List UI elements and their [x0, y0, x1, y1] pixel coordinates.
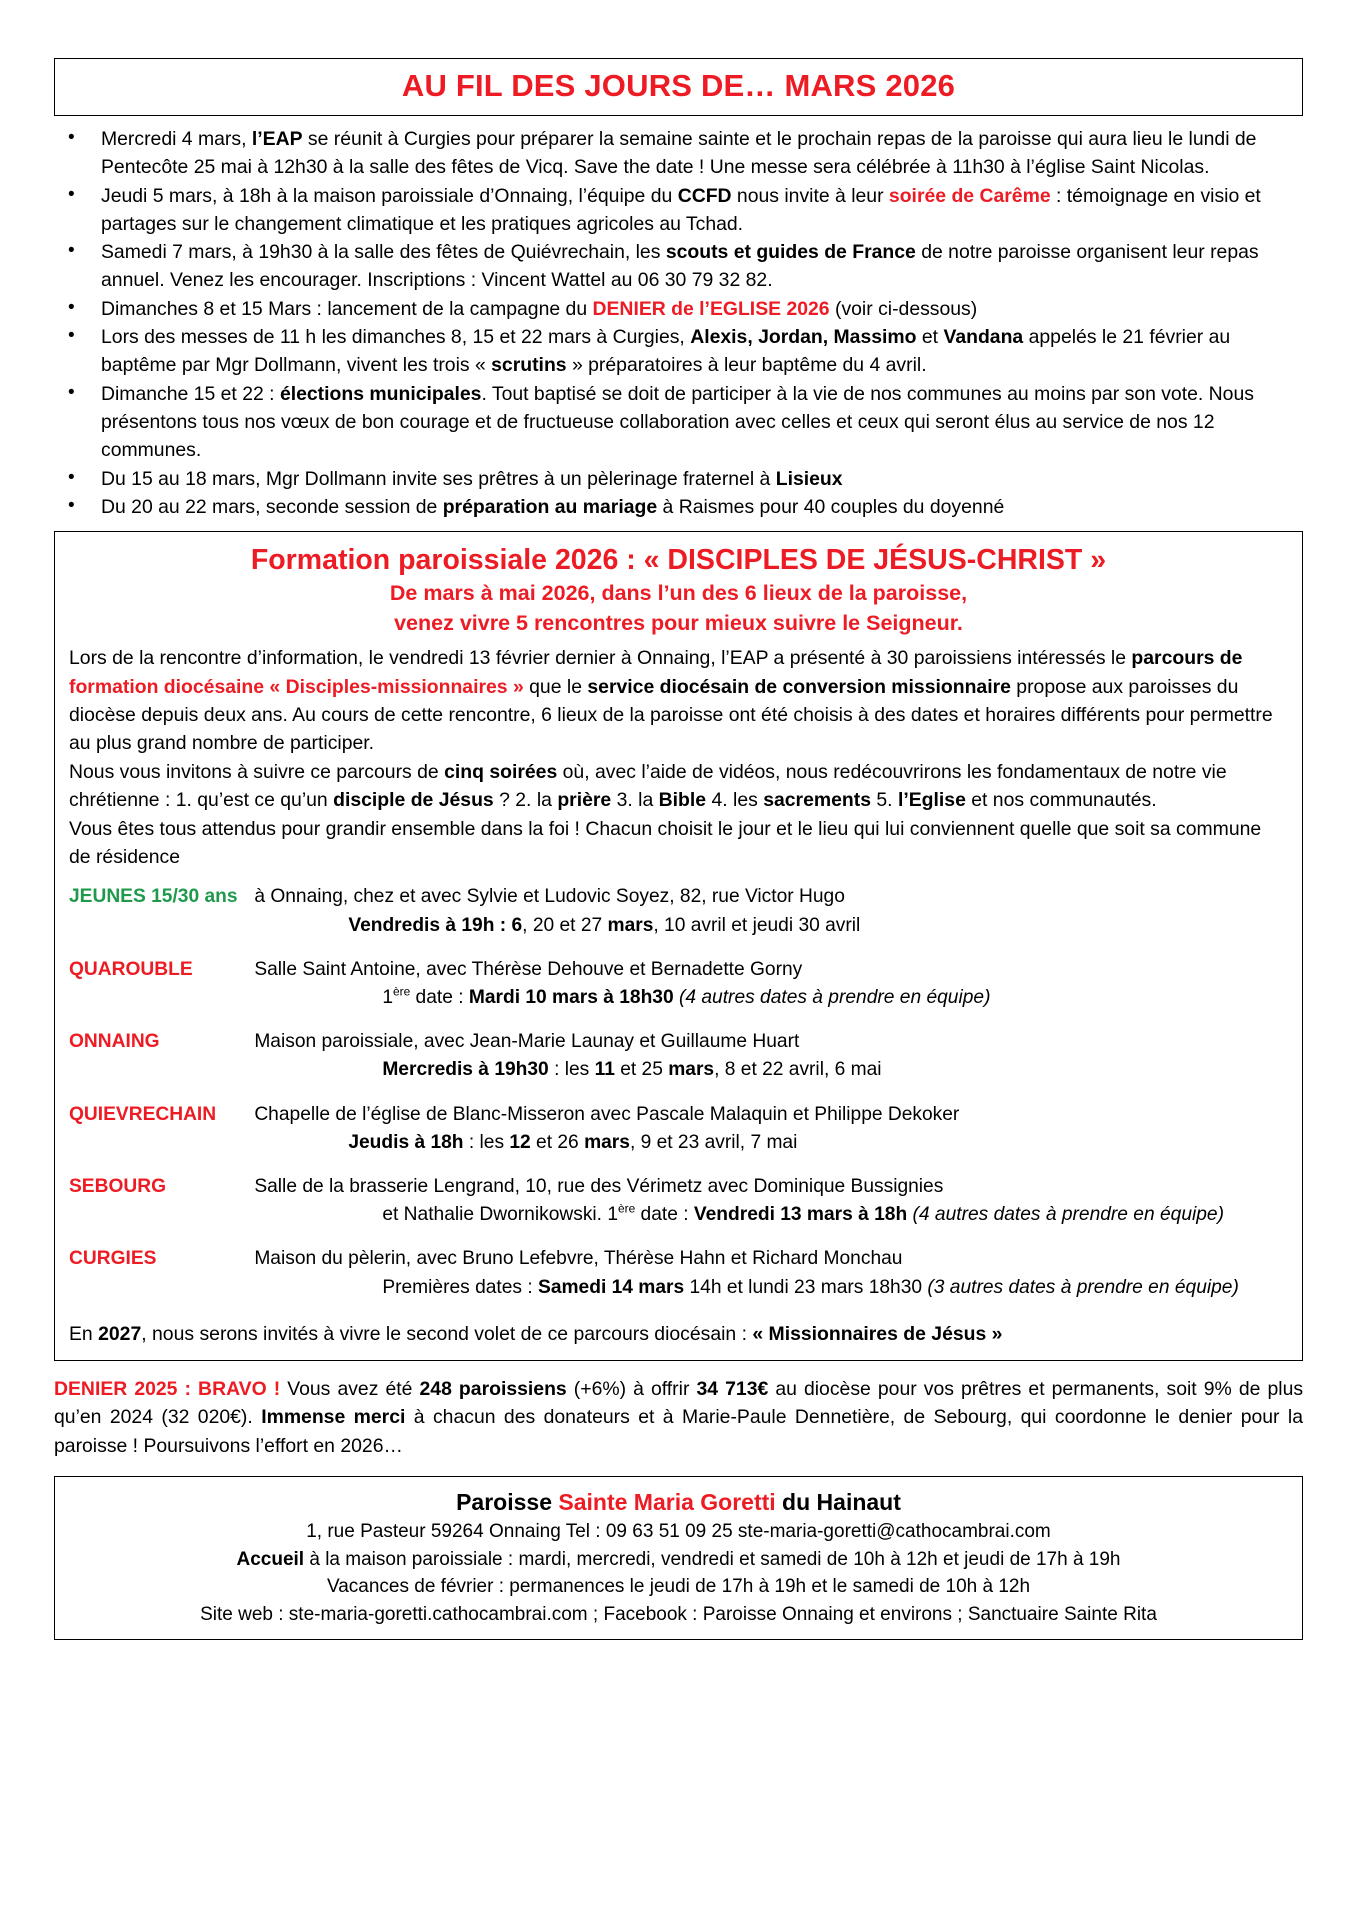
- location-row: [69, 1245, 1288, 1317]
- denier-2025-paragraph: DENIER 2025 : BRAVO ! Vous avez été 248 paroissiens (+6%) à offrir 34 713€ au diocèse pour vos prêtres et permanents, soit 9% de plus qu’en 2024 (32 020€). Immense merci à chacun des donateurs et à Marie-Paule Dennetière, de Sebourg, qui coordonne le denier pour la paroisse ! Poursuivons l’effort en 2026…: [54, 1377, 1304, 1457]
- bullet-lisieux: • Du 15 au 18 mars, Mgr Dollmann invite ses prêtres à un pèlerinage fraternel à Lisieux: [54, 465, 1303, 493]
- location-row: [69, 956, 1288, 1028]
- loc-quarouble-line-1: Salle Saint Antoine, avec Thérèse Dehouve et Bernadette Gorny: [254, 958, 803, 980]
- parish-web-line: Site web : ste-maria-goretti.cathocambrai.com ; Facebook : Paroisse Onnaing et environs ; Sanctuaire Sainte Rita: [200, 1603, 1157, 1625]
- location-row: [69, 1028, 1288, 1100]
- loc-jeunes-details: [254, 883, 1288, 955]
- formation-description: [69, 644, 1288, 871]
- page-title: AU FIL DES JOURS DE… MARS 2026: [401, 68, 956, 103]
- loc-quarouble-name: QUAROUBLE: [69, 958, 193, 980]
- loc-onnaing-name: ONNAING: [69, 1031, 160, 1053]
- formation-subtitle-line-1: De mars à mai 2026, dans l’un des 6 lieux de la paroisse,: [389, 581, 968, 606]
- news-bullet-list: [54, 125, 1303, 521]
- formation-closing-note: En 2027, nous serons invités à vivre le second volet de ce parcours diocésain : « Missionnaires de Jésus »: [69, 1322, 1003, 1345]
- location-row: [69, 1173, 1288, 1245]
- loc-quarouble-details: [254, 956, 1288, 1028]
- loc-quievrechain-line-1: Chapelle de l’église de Blanc-Misseron avec Pascale Malaquin et Philippe Dekoker: [254, 1103, 960, 1125]
- formation-para-3: Vous êtes tous attendus pour grandir ensemble dans la foi ! Chacun choisit le jour et le lieu qui lui conviennent quelle que soit sa commune de résidence: [69, 817, 1262, 868]
- formation-para-2: Nous vous invitons à suivre ce parcours de cinq soirées où, avec l’aide de vidéos, nous redécouvrirons les fondamentaux de notre vie chrétienne : 1. qu’est ce qu’un disciple de Jésus ? 2. la prière 3. la Bible 4. les sacrements 5. l’Eglise et nos communautés.: [69, 760, 1227, 812]
- loc-quarouble-line-2: 1ère date : Mardi 10 mars à 18h30 (4 autres dates à prendre en équipe): [382, 984, 991, 1009]
- location-row: [69, 883, 1288, 955]
- formation-para-1: Lors de la rencontre d’information, le vendredi 13 février dernier à Onnaing, l’EAP a présenté à 30 paroissiens intéressés le parcours de formation diocésaine « Disciples-missionnaires » que le service diocésain de conversion missionnaire propose aux paroisses du diocèse depuis deux ans. Au cours de cette rencontre, 6 lieux de la paroisse ont été choisis à des dates et horaires différents pour permettre au plus grand nombre de participer.: [69, 647, 1273, 755]
- loc-quievrechain-details: [254, 1101, 1288, 1173]
- bullet-denier: • Dimanches 8 et 15 Mars : lancement de la campagne du DENIER de l’EGLISE 2026 (voir ci-dessous): [54, 295, 1303, 323]
- loc-quievrechain-line-2: Jeudis à 18h : les 12 et 26 mars, 9 et 23 avril, 7 mai: [348, 1131, 798, 1153]
- bullet-ccfd: • Jeudi 5 mars, à 18h à la maison paroissiale d’Onnaing, l’équipe du CCFD nous invite à leur soirée de Carême : témoignage en visio et partages sur le changement climatique et les pratiques agricoles au Tchad.: [54, 182, 1303, 239]
- loc-sebourg-line-1: Salle de la brasserie Lengrand, 10, rue des Vérimetz avec Dominique Bussignies: [254, 1176, 944, 1198]
- bullet-scouts: • Samedi 7 mars, à 19h30 à la salle des fêtes de Quiévrechain, les scouts et guides de France de notre paroisse organisent leur repas annuel. Venez les encourager. Inscriptions : Vincent Wattel au 06 30 79 32 82.: [54, 238, 1303, 295]
- parish-contact-box: [54, 1476, 1303, 1640]
- formation-locations-table: [69, 883, 1288, 1317]
- loc-curgies-line-1: Maison du pèlerin, avec Bruno Lefebvre, Thérèse Hahn et Richard Monchau: [254, 1248, 903, 1270]
- bullet-mariage: • Du 20 au 22 mars, seconde session de préparation au mariage à Raismes pour 40 couples du doyenné: [54, 493, 1303, 521]
- loc-jeunes-line-2: Vendredis à 19h : 6, 20 et 27 mars, 10 avril et jeudi 30 avril: [348, 914, 861, 936]
- loc-curgies-line-2: Premières dates : Samedi 14 mars 14h et lundi 23 mars 18h30 (3 autres dates à prendre en équipe): [382, 1276, 1239, 1298]
- location-row: [69, 1101, 1288, 1173]
- bullet-eap: • Mercredi 4 mars, l’EAP se réunit à Curgies pour préparer la semaine sainte et le prochain repas de la paroisse qui aura lieu le lundi de Pentecôte 25 mai à 12h30 à la salle des fêtes de Vicq. Save the date ! Une messe sera célébrée à 11h30 à l’église Saint Nicolas.: [54, 125, 1303, 182]
- loc-curgies-name: CURGIES: [69, 1248, 157, 1270]
- loc-onnaing-details: [254, 1028, 1288, 1100]
- loc-curgies-details: [254, 1245, 1288, 1317]
- loc-onnaing-line-1: Maison paroissiale, avec Jean-Marie Launay et Guillaume Huart: [254, 1031, 800, 1053]
- page-title-banner: [54, 58, 1303, 116]
- parish-vacances-line: Vacances de février : permanences le jeudi de 17h à 19h et le samedi de 10h à 12h: [326, 1576, 1031, 1598]
- bullet-elections: • Dimanche 15 et 22 : élections municipales. Tout baptisé se doit de participer à la vie de nos communes au moins par son vote. Nous présentons tous nos vœux de bon courage et de fructueuse collaboration avec celles et ceux qui seront élus au service de nos 12 communes.: [54, 380, 1303, 465]
- loc-quievrechain-name: QUIEVRECHAIN: [69, 1103, 217, 1125]
- formation-section: [54, 531, 1303, 1361]
- loc-onnaing-line-2: Mercredis à 19h30 : les 11 et 25 mars, 8 et 22 avril, 6 mai: [382, 1059, 882, 1081]
- loc-jeunes-name: JEUNES 15/30 ans: [69, 886, 238, 908]
- formation-title: Formation paroissiale 2026 : « DISCIPLES DE JÉSUS-CHRIST »: [250, 544, 1107, 577]
- bullet-scrutins: • Lors des messes de 11 h les dimanches 8, 15 et 22 mars à Curgies, Alexis, Jordan, Massimo et Vandana appelés le 21 février au baptême par Mgr Dollmann, vivent les trois « scrutins » préparatoires à leur baptême du 4 avril.: [54, 323, 1303, 380]
- loc-sebourg-line-2: et Nathalie Dwornikowski. 1ère date : Vendredi 13 mars à 18h (4 autres dates à prendre en équipe): [382, 1201, 1224, 1226]
- parish-accueil-line: Accueil à la maison paroissiale : mardi, mercredi, vendredi et samedi de 10h à 12h et jeudi de 17h à 19h: [236, 1548, 1121, 1570]
- parish-address-line: 1, rue Pasteur 59264 Onnaing Tel : 09 63 51 09 25 ste-maria-goretti@cathocambrai.com: [306, 1521, 1051, 1543]
- loc-sebourg-details: [254, 1173, 1288, 1245]
- loc-sebourg-name: SEBOURG: [69, 1176, 167, 1198]
- parish-name: Paroisse Sainte Maria Goretti du Hainaut: [456, 1489, 901, 1516]
- loc-jeunes-line-1: à Onnaing, chez et avec Sylvie et Ludovic Soyez, 82, rue Victor Hugo: [254, 886, 845, 908]
- formation-subtitle-line-2: venez vivre 5 rencontres pour mieux suivre le Seigneur.: [394, 611, 963, 636]
